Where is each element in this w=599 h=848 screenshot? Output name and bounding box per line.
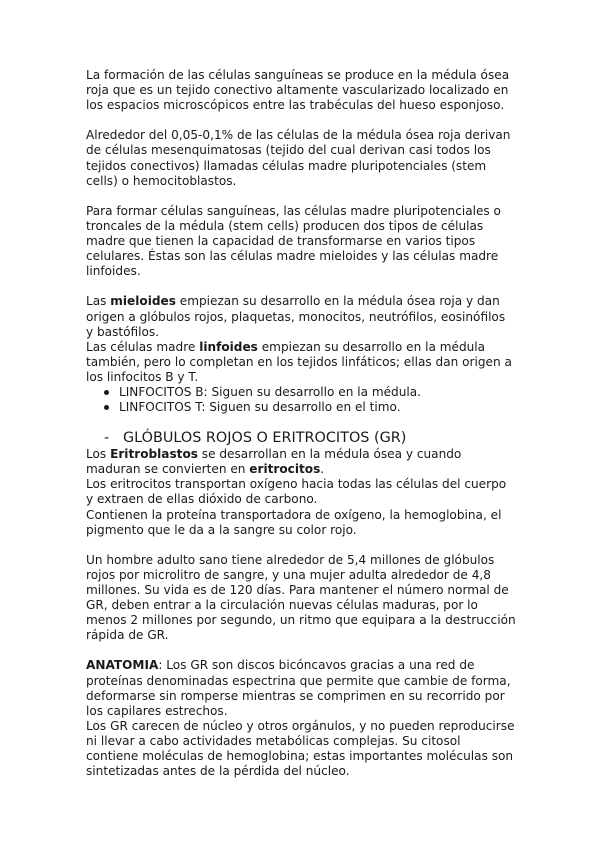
myeloid-post: empiezan su desarrollo en la médula ósea roja y dan origen a glóbulos rojos, plaquetas, monocitos, neutrófilos, eosinófilos y bastófilos. xyxy=(86,294,506,339)
list-item-text: LINFOCITOS T: Siguen su desarrollo en el timo. xyxy=(119,400,401,415)
list-item xyxy=(86,400,516,415)
erythroblasts-bold: Eritroblastos xyxy=(110,447,198,462)
paragraph-anatomy xyxy=(86,658,516,718)
erythroblasts-pre: Los xyxy=(86,447,111,462)
paragraph-formation: La formación de las células sanguíneas se produce en la médula ósea roja que es un tejido conectivo altamente vascularizado localizado en los espacios microscópicos entre las trabéculas del hueso esponjoso. xyxy=(86,68,510,113)
paragraph-oxygen-transport: Los eritrocitos transportan oxígeno hacia todas las células del cuerpo y extraen de ellas dióxido de carbono. xyxy=(86,477,507,507)
bullet-icon xyxy=(104,390,109,395)
lymphoid-bold: linfoides xyxy=(199,339,258,354)
lymphoid-pre: Las células madre xyxy=(86,339,200,354)
myeloid-pre: Las xyxy=(86,294,111,309)
paragraph-stem-cells: Alrededor del 0,05-0,1% de las células de la médula ósea roja derivan de células mesenquimatosas (tejido del cual derivan casi todos los tejidos conectivos) llamadas células madre pluripotenciales (stem cells) o hemocitoblastos. xyxy=(86,128,511,188)
myeloid-bold: mieloides xyxy=(110,294,176,309)
paragraph-lymphoid xyxy=(86,340,516,385)
erythroblasts-mid: se desarrollan en la médula ósea y cuando maduran se convierten en xyxy=(86,447,462,477)
paragraph-counts: Un hombre adulto sano tiene alrededor de 5,4 millones de glóbulos rojos por microlitro de sangre, y una mujer adulta alrededor de 4,8 millones. Su vida es de 120 días. Para mantener el número normal de GR, deben entrar a la circulación nuevas células maduras, por lo menos 2 millones por segundo, un ritmo que equipara a la destrucción rápida de GR. xyxy=(86,552,516,643)
paragraph-myeloid xyxy=(86,294,516,339)
paragraph-cell-types: Para formar células sanguíneas, las células madre pluripotenciales o troncales de la médula (stem cells) producen dos tipos de células madre que tienen la capacidad de transformarse en varios tipos celulares. Éstas son las células madre mieloides y las células madre linfoides. xyxy=(86,203,501,279)
list-item xyxy=(86,385,516,400)
paragraph-erythroblasts xyxy=(86,447,516,477)
erythrocytes-bold: eritrocitos xyxy=(249,462,321,477)
anatomy-post: : Los GR son discos bicóncavos gracias a una red de proteínas denominadas espectrina que permite que cambie de forma, deformarse sin romperse mientras se comprimen en su recorrido por los capilares estrechos. xyxy=(86,658,511,718)
document-page xyxy=(86,68,516,779)
heading-dash: - xyxy=(104,430,110,447)
section-heading xyxy=(86,430,516,447)
paragraph-nucleus: Los GR carecen de núcleo y otros orgánulos, y no pueden reproducirse ni llevar a cabo actividades metabólicas complejas. Su citosol contiene moléculas de hemoglobina; estas importantes moléculas son sintetizadas antes de la pérdida del núcleo. xyxy=(86,718,515,779)
paragraph-hemoglobin: Contienen la proteína transportadora de oxígeno, la hemoglobina, el pigmento que le da a la sangre su color rojo. xyxy=(86,507,502,537)
list-item-text: LINFOCITOS B: Siguen su desarrollo en la médula. xyxy=(119,384,422,399)
anatomy-bold: ANATOMIA xyxy=(86,658,159,673)
lymphocyte-list xyxy=(86,385,516,415)
lymphoid-post: empiezan su desarrollo en la médula también, pero lo completan en los tejidos linfáticos; ellas dan origen a los linfocitos B y T. xyxy=(86,339,512,384)
heading-text: GLÓBULOS ROJOS O ERITROCITOS (GR) xyxy=(123,430,407,447)
bullet-icon xyxy=(104,405,109,410)
erythroblasts-post: . xyxy=(320,462,325,477)
